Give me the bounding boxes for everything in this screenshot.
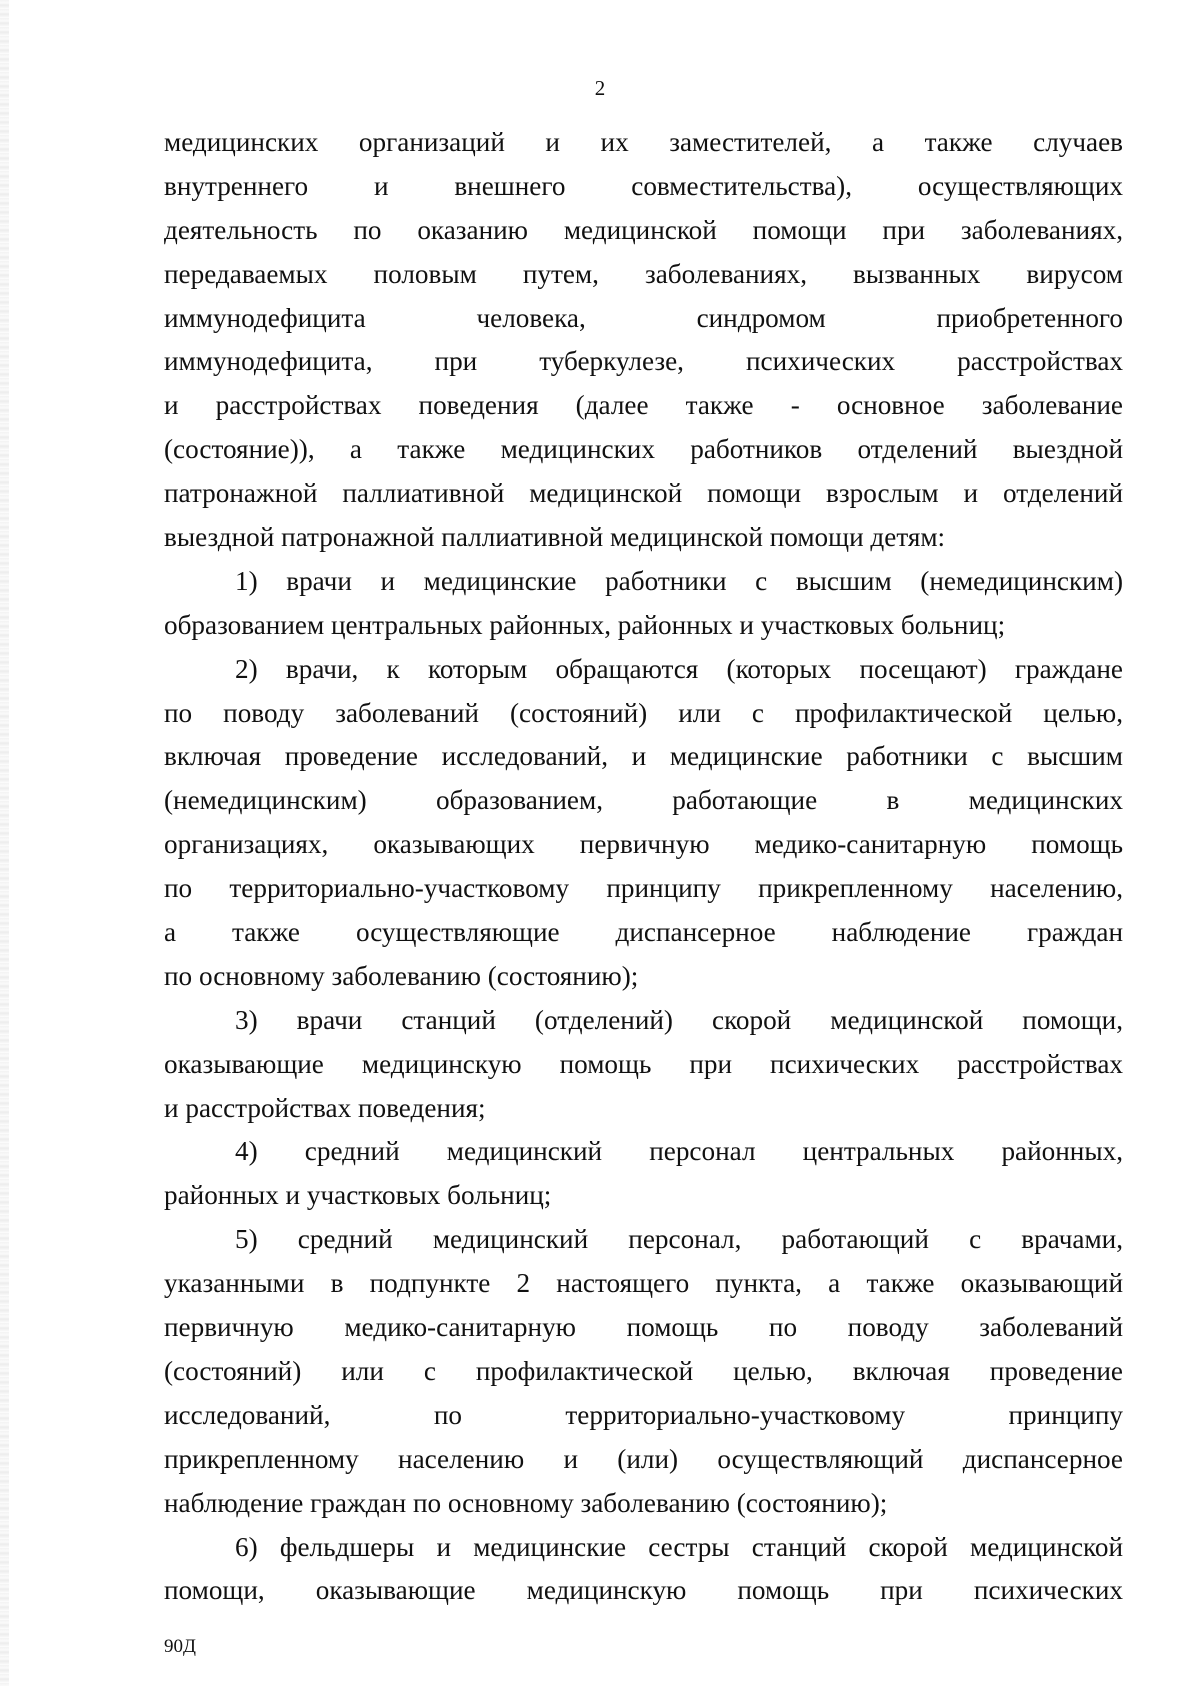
list-item-2-line: (немедицинским) образованием, работающие в медицинских: [164, 785, 1123, 816]
list-item-3-line: 3) врачи станций (отделений) скорой медицинской помощи,: [235, 1004, 1123, 1035]
text-line: внутреннего и внешнего совместительства), осуществляющих: [164, 170, 1123, 201]
list-item-6-line: 6) фельдшеры и медицинские сестры станций скорой медицинской: [235, 1531, 1123, 1562]
list-item-2-line: по поводу заболеваний (состояний) или с профилактической целью,: [164, 697, 1123, 728]
text-line: и расстройствах поведения (далее также - основное заболевание: [164, 390, 1123, 421]
list-item-5-line: наблюдение граждан по основному заболеванию (состоянию);: [164, 1487, 888, 1518]
text-line: (состояние)), а также медицинских работников отделений выездной: [164, 434, 1123, 465]
list-item-4-line: районных и участковых больниц;: [164, 1180, 552, 1211]
scan-edge: [0, 0, 9, 1686]
list-item-5-line: указанными в подпункте 2 настоящего пункта, а также оказывающий: [164, 1268, 1123, 1299]
list-item-2-line: по территориально-участковому принципу прикрепленному населению,: [164, 873, 1123, 904]
list-item-6-line: помощи, оказывающие медицинскую помощь при психических: [164, 1575, 1123, 1606]
text-line: медицинских организаций и их заместителей, а также случаев: [164, 127, 1123, 157]
list-item-4-line: 4) средний медицинский персонал центральных районных,: [235, 1136, 1123, 1167]
document-body: [164, 121, 1123, 1613]
list-item-3-line: и расстройствах поведения;: [164, 1092, 486, 1123]
list-item-3-line: оказывающие медицинскую помощь при психических расстройствах: [164, 1048, 1123, 1079]
list-item-1-line: образованием центральных районных, районных и участковых больниц;: [164, 609, 1006, 640]
page-number: 2: [594, 76, 606, 100]
list-item-2-line: а также осуществляющие диспансерное наблюдение граждан: [164, 917, 1123, 948]
list-item-1-line: 1) врачи и медицинские работники с высшим (немедицинским): [235, 565, 1123, 596]
list-item-5-line: прикрепленному населению и (или) осуществляющий диспансерное: [164, 1443, 1123, 1474]
list-item-2-line: организациях, оказывающих первичную медико-санитарную помощь: [164, 829, 1123, 860]
text-line: выездной патронажной паллиативной медицинской помощи детям:: [164, 522, 946, 553]
text-line: иммунодефицита человека, синдромом приобретенного: [164, 302, 1123, 333]
text-line: передаваемых половым путем, заболеваниях, вызванных вирусом: [164, 258, 1123, 289]
list-item-2-line: по основному заболеванию (состоянию);: [164, 960, 639, 991]
list-item-2-line: включая проведение исследований, и медицинские работники с высшим: [164, 741, 1123, 772]
list-item-5-line: (состояний) или с профилактической целью, включая проведение: [164, 1355, 1123, 1386]
list-item-5-line: 5) средний медицинский персонал, работающий с врачами,: [235, 1224, 1123, 1255]
text-line: патронажной паллиативной медицинской помощи взрослым и отделений: [164, 478, 1123, 509]
footer-code: 90Д: [164, 1636, 196, 1657]
list-item-5-line: исследований, по территориально-участковому принципу: [164, 1399, 1123, 1430]
list-item-2-line: 2) врачи, к которым обращаются (которых посещают) граждане: [235, 653, 1123, 684]
list-item-5-line: первичную медико-санитарную помощь по поводу заболеваний: [164, 1312, 1123, 1343]
text-line: иммунодефицита, при туберкулезе, психических расстройствах: [164, 346, 1123, 377]
text-line: деятельность по оказанию медицинской помощи при заболеваниях,: [164, 214, 1123, 245]
